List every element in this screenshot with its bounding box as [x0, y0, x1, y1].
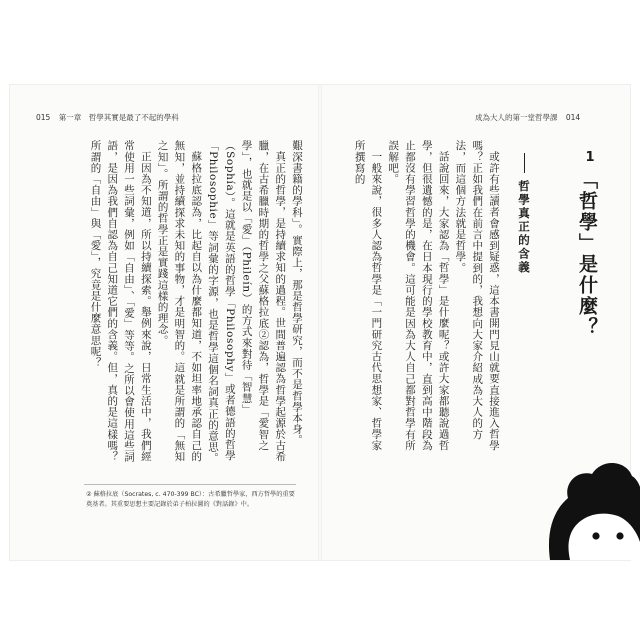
left-running-header [30, 112, 179, 123]
section-title: 哲學真正的含義 [517, 180, 531, 275]
mascot-eye-icon [592, 532, 599, 539]
mascot-illustration [540, 450, 640, 560]
book-gutter [318, 85, 322, 560]
chapter-number: 1 [585, 150, 595, 165]
right-paragraph: 或許有些讀者會感到疑惑，這本書開門見山就要直接進入哲學嗎？正如我們在前言中提到的，我想向大家介紹成為大人的方法，而這個方法就是哲學。 [454, 140, 500, 451]
footnote: ② 蘇格拉底（Socrates, c. 470-399 BC）：古希臘哲學家，西方哲學的重要奠基者。其重要思想主要記錄於弟子柏拉圖的《對話錄》中。 [86, 491, 295, 508]
left-header-title: 第一章 哲學其實是最了不起的學科 [58, 113, 179, 122]
mascot-head-icon [549, 463, 640, 560]
section-title-rule [524, 153, 525, 173]
left-paragraph: 正因為不知道，所以持續探索。舉例來說，日常生活中，我們經常使用一些詞彙，例如「自由」、「愛」等等。之所以會使用這些詞語，是因為我們自認為自己知道它們的含義。但，真的是這樣嗎？所謂的「自由」與「愛」，究竟是什麼意思呢？ [89, 140, 152, 463]
right-running-header [475, 112, 586, 123]
footnote-divider [84, 484, 296, 485]
right-paragraph: 一般來說，很多人認為哲學是「一門研究古代思想家、哲學家所撰寫的 [353, 140, 383, 451]
left-paragraph: 真正的哲學，是持續求知的過程。世間普遍認為哲學起源於古希臘，在古希臘時期的哲學之父蘇格拉底②認為，哲學是「愛智之學」，也就是以「愛」（Phileín）的方式來對待「智慧」（Sophía）。這就是英語的哲學「Philosophy」或者德語的哲學「Philosophie」等詞彙的字源，也是哲學這個名詞真正的意思。 [207, 140, 287, 464]
left-page-body [33, 140, 305, 470]
left-paragraph: 艱深書籍的學科」。實際上，那是哲學研究，而不是哲學本身。 [291, 140, 303, 446]
left-paragraph: 蘇格拉底認為，比起自以為什麼都知道，不如坦率地承認自己的無知，並持續探求未知的事物，才是明智的。這就是所謂的「無知之知」。所謂的哲學正是實踐這樣的理念。 [156, 140, 203, 462]
chapter-title: 「哲學」是什麼？ [576, 170, 598, 338]
right-page-number: 014 [565, 113, 581, 122]
right-page-body [353, 140, 502, 455]
left-page-number: 015 [36, 113, 51, 122]
mascot-eye-icon [616, 532, 623, 539]
right-header-title: 成為大人的第一堂哲學課 [475, 113, 558, 122]
right-paragraph: 話說回來，大家認為「哲學」是什麼呢？或許大家都聽說過哲學，但很遺憾的是，在日本現行的學校教育中，直到高中階段為止都沒有學習哲學的機會。這可能是因為大人自己都對哲學有所誤解吧。 [387, 140, 450, 451]
